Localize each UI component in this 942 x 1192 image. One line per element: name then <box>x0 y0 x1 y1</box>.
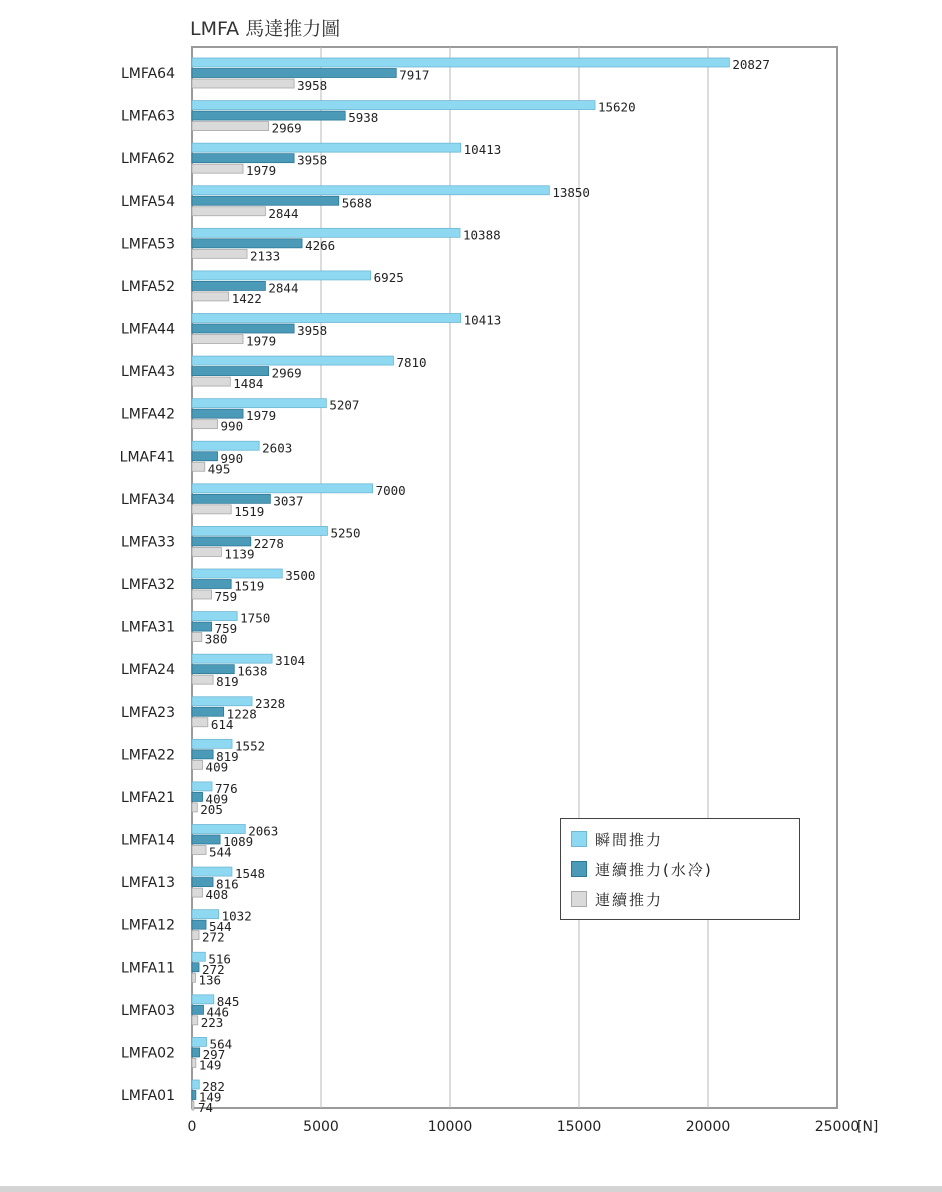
bar-continuous <box>192 207 265 216</box>
data-label: 3958 <box>297 78 328 93</box>
bar-continuous <box>192 803 197 812</box>
bar-continuous-water <box>192 409 243 418</box>
data-label: 1519 <box>234 578 265 594</box>
legend <box>560 818 800 920</box>
data-label: 1519 <box>234 503 265 519</box>
data-label: 819 <box>216 748 239 764</box>
x-tick-label: 25000 <box>814 1119 860 1135</box>
data-label: 564 <box>209 1036 233 1052</box>
bar-continuous <box>192 846 206 855</box>
data-label: 990 <box>220 418 244 434</box>
bar-instant <box>192 1037 207 1046</box>
bar-instant <box>192 612 237 621</box>
bar-continuous-water <box>192 835 220 844</box>
data-label: 2969 <box>271 365 302 381</box>
data-label: 409 <box>205 759 229 775</box>
category-label: LMFA31 <box>120 619 175 636</box>
bar-continuous-water <box>192 580 231 589</box>
bar-continuous-water <box>192 1005 204 1014</box>
bar-continuous <box>192 335 243 344</box>
data-label: 1979 <box>246 163 277 179</box>
data-label: 1750 <box>240 610 271 626</box>
bar-continuous-water <box>192 111 345 120</box>
legend-item-instant <box>571 829 663 849</box>
bar-continuous <box>192 973 196 982</box>
category-label: LMFA24 <box>120 662 175 679</box>
bar-continuous <box>192 377 230 386</box>
data-label: 776 <box>215 780 238 796</box>
data-label: 1139 <box>224 546 255 562</box>
bar-continuous <box>192 122 269 131</box>
data-label: 10413 <box>463 312 502 328</box>
bar-continuous <box>192 718 208 727</box>
data-label: 1422 <box>231 290 262 306</box>
data-label: 6925 <box>373 269 404 285</box>
category-label: LMAF41 <box>119 449 175 466</box>
bar-continuous-water <box>192 792 203 801</box>
category-label: LMFA13 <box>120 875 175 892</box>
data-label: 7000 <box>375 482 406 498</box>
bar-instant <box>192 910 219 919</box>
bar-instant <box>192 867 232 876</box>
data-label: 2844 <box>268 205 299 221</box>
category-label: LMFA32 <box>120 577 175 593</box>
bar-continuous-water <box>192 622 212 631</box>
bar-continuous <box>192 79 294 88</box>
category-label: LMFA52 <box>120 278 175 295</box>
bar-instant <box>192 314 461 323</box>
bar-instant <box>192 399 326 408</box>
bar-continuous <box>192 1058 196 1067</box>
bar-continuous-water <box>192 239 302 248</box>
bar-instant <box>192 186 549 195</box>
bar-continuous-water <box>192 69 396 78</box>
x-tick-label: 20000 <box>685 1119 731 1135</box>
data-label: 614 <box>210 716 234 732</box>
bar-continuous <box>192 249 247 258</box>
bar-instant <box>192 1080 199 1089</box>
data-label: 205 <box>200 801 223 817</box>
data-label: 2844 <box>268 280 299 296</box>
bar-continuous-water <box>192 707 224 716</box>
data-label: 20827 <box>732 57 770 72</box>
x-tick-label: 10000 <box>427 1119 473 1135</box>
data-label: 1979 <box>246 408 277 424</box>
data-label: 7810 <box>396 355 427 371</box>
category-label: LMFA54 <box>120 193 175 210</box>
bar-continuous-water <box>192 494 270 503</box>
category-label: LMFA64 <box>120 66 175 82</box>
data-label: 3958 <box>297 323 328 338</box>
bar-continuous <box>192 633 202 642</box>
data-label: 409 <box>205 791 229 807</box>
data-label: 5207 <box>329 397 360 413</box>
data-label: 297 <box>202 1046 226 1062</box>
bar-continuous-water <box>192 665 234 674</box>
bar-instant <box>192 654 272 663</box>
data-label: 845 <box>216 993 240 1009</box>
bar-continuous-water <box>192 452 218 461</box>
bar-continuous-water <box>192 963 199 972</box>
bar-instant <box>192 739 232 748</box>
data-label: 380 <box>204 631 228 647</box>
category-label: LMFA01 <box>120 1088 175 1104</box>
data-label: 1979 <box>246 333 277 349</box>
data-label: 1089 <box>223 834 254 849</box>
category-label: LMFA12 <box>120 917 175 934</box>
data-label: 272 <box>202 961 225 977</box>
bar-continuous-water <box>192 1048 200 1057</box>
legend-label-continuous: 連續推力 <box>595 890 664 909</box>
category-label: LMFA33 <box>120 534 175 551</box>
data-label: 7917 <box>399 67 430 83</box>
data-label: 136 <box>198 972 222 988</box>
data-label: 2603 <box>262 440 293 456</box>
legend-item-continuous <box>571 889 663 909</box>
data-label: 759 <box>214 621 238 637</box>
bar-continuous-water <box>192 750 213 759</box>
data-label: 4266 <box>305 237 336 253</box>
bar-continuous-water <box>192 196 339 205</box>
bar-instant <box>192 697 252 706</box>
data-label: 495 <box>207 461 231 477</box>
bar-instant <box>192 143 461 152</box>
category-label: LMFA34 <box>120 491 175 508</box>
data-label: 15620 <box>597 99 636 115</box>
data-label: 990 <box>220 450 244 466</box>
data-label: 1548 <box>234 866 266 882</box>
bar-continuous-water <box>192 367 269 376</box>
data-label: 816 <box>216 876 239 892</box>
data-label: 5938 <box>348 110 379 126</box>
bar-continuous-water <box>192 281 265 290</box>
bar-continuous <box>192 164 243 173</box>
data-label: 149 <box>198 1057 222 1073</box>
bar-continuous-water <box>192 878 213 887</box>
legend-label-instant: 瞬間推力 <box>595 830 664 849</box>
bar-instant <box>192 526 327 535</box>
bar-continuous-water <box>192 154 294 163</box>
data-label: 282 <box>202 1079 225 1094</box>
data-label: 272 <box>202 929 225 945</box>
data-label: 149 <box>198 1089 222 1105</box>
bar-continuous <box>192 292 229 301</box>
category-label: LMFA03 <box>120 1002 175 1019</box>
data-label: 1228 <box>226 706 257 722</box>
data-label: 2278 <box>253 535 284 551</box>
bar-instant <box>192 825 245 834</box>
bar-continuous <box>192 931 199 940</box>
bar-instant <box>192 952 205 961</box>
data-label: 10413 <box>463 142 502 158</box>
x-unit-label: [N] <box>857 1119 879 1135</box>
bar-instant <box>192 271 371 280</box>
x-tick-label: 15000 <box>556 1119 602 1135</box>
category-label: LMFA44 <box>120 321 175 338</box>
data-label: 13850 <box>552 184 590 200</box>
legend-label-continuous-water: 連續推力(水冷) <box>595 860 713 879</box>
bar-continuous-water <box>192 537 251 546</box>
data-label: 3104 <box>275 653 306 669</box>
data-label: 2133 <box>250 248 281 264</box>
x-tick-label: 5000 <box>303 1119 339 1135</box>
data-label: 544 <box>209 844 232 860</box>
data-label: 408 <box>205 887 229 903</box>
bar-instant <box>192 995 214 1004</box>
bar-instant <box>192 228 460 237</box>
bottom-bar <box>0 1186 942 1192</box>
category-label: LMFA11 <box>120 960 175 977</box>
category-label: LMFA02 <box>120 1045 175 1062</box>
data-label: 3500 <box>285 568 316 583</box>
data-label: 2063 <box>248 823 279 839</box>
data-label: 5250 <box>330 525 361 541</box>
legend-swatch-instant <box>571 831 587 847</box>
category-label: LMFA42 <box>120 406 175 423</box>
x-tick-label: 0 <box>187 1119 197 1135</box>
bar-continuous <box>192 505 231 514</box>
data-label: 3958 <box>297 152 328 168</box>
data-label: 74 <box>198 1100 214 1115</box>
data-label: 544 <box>209 919 232 935</box>
data-label: 1032 <box>221 908 252 924</box>
data-label: 10388 <box>463 227 501 243</box>
bar-instant <box>192 782 212 791</box>
bar-instant <box>192 441 259 450</box>
bar-continuous <box>192 462 205 471</box>
data-label: 1484 <box>233 376 264 392</box>
data-label: 516 <box>208 951 231 967</box>
bar-continuous <box>192 420 218 429</box>
category-label: LMFA22 <box>120 747 175 764</box>
bar-instant <box>192 58 729 67</box>
category-label: LMFA21 <box>120 789 175 806</box>
bar-continuous-water <box>192 324 294 333</box>
legend-swatch-continuous-water <box>571 861 587 877</box>
legend-swatch-continuous <box>571 891 587 907</box>
bar-continuous <box>192 760 203 769</box>
bar-continuous <box>192 1016 198 1025</box>
bar-continuous <box>192 675 213 684</box>
bar-continuous <box>192 888 203 897</box>
category-label: LMFA63 <box>120 108 175 125</box>
bar-continuous <box>192 1101 194 1110</box>
legend-item-continuous-water <box>571 859 713 879</box>
bar-instant <box>192 101 595 110</box>
category-label: LMFA53 <box>120 236 175 253</box>
category-label: LMFA43 <box>120 364 175 381</box>
data-label: 2969 <box>271 120 302 136</box>
data-label: 446 <box>206 1004 230 1020</box>
category-label: LMFA14 <box>120 832 175 849</box>
data-label: 5688 <box>341 195 372 211</box>
bar-continuous <box>192 547 221 556</box>
data-label: 819 <box>216 674 239 690</box>
chart-title: LMFA 馬達推力圖 <box>190 18 341 40</box>
data-label: 1638 <box>237 663 268 679</box>
data-label: 223 <box>200 1014 224 1030</box>
bar-continuous <box>192 590 212 599</box>
data-label: 1552 <box>235 738 266 754</box>
category-label: LMFA23 <box>120 704 175 721</box>
data-label: 3037 <box>273 493 304 509</box>
bar-instant <box>192 484 373 493</box>
bar-instant <box>192 356 393 365</box>
bar-continuous-water <box>192 1091 196 1100</box>
category-label: LMFA62 <box>120 151 175 168</box>
data-label: 759 <box>214 589 238 604</box>
bar-continuous-water <box>192 920 206 929</box>
data-label: 2328 <box>255 695 286 711</box>
bar-instant <box>192 569 282 578</box>
